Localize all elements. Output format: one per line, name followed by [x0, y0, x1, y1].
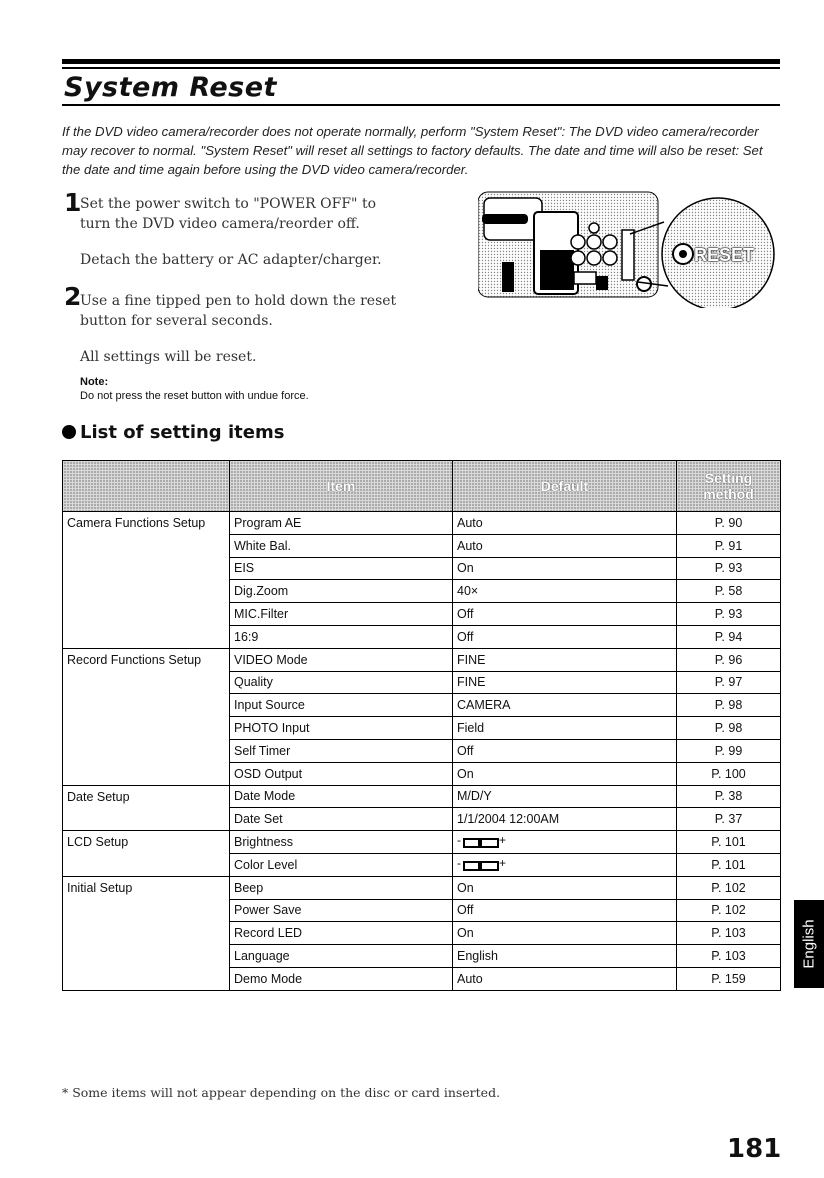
table-row: [63, 534, 781, 557]
step-2-number: 2: [64, 282, 82, 311]
category-cell: Date Setup: [63, 785, 230, 808]
item-cell: Brightness: [230, 831, 453, 854]
default-cell: 1/1/2004 12:00AM: [453, 808, 677, 831]
step-2-detail: All settings will be reset.: [80, 349, 257, 365]
item-cell: PHOTO Input: [230, 717, 453, 740]
item-cell: Power Save: [230, 899, 453, 922]
item-cell: Demo Mode: [230, 967, 453, 990]
item-cell: MIC.Filter: [230, 603, 453, 626]
default-cell: Off: [453, 899, 677, 922]
category-cell: [63, 557, 230, 580]
category-cell: [63, 739, 230, 762]
category-cell: [63, 899, 230, 922]
page-cell: P. 38: [677, 785, 781, 808]
page-cell: P. 91: [677, 534, 781, 557]
default-cell: On: [453, 557, 677, 580]
step-2-text: Use a fine tipped pen to hold down the reset button for several seconds.: [80, 293, 397, 329]
table-row: [63, 557, 781, 580]
page-cell: P. 90: [677, 512, 781, 535]
default-cell: On: [453, 922, 677, 945]
category-cell: [63, 762, 230, 785]
table-row: [63, 694, 781, 717]
table-row: [63, 785, 781, 808]
category-cell: [63, 945, 230, 968]
default-cell: FINE: [453, 648, 677, 671]
category-cell: [63, 853, 230, 876]
table-row: [63, 580, 781, 603]
table-row: [63, 831, 781, 854]
table-row: [63, 603, 781, 626]
default-cell: Field: [453, 717, 677, 740]
item-cell: Record LED: [230, 922, 453, 945]
title-underline: [62, 104, 780, 106]
page-cell: P. 98: [677, 694, 781, 717]
item-cell: VIDEO Mode: [230, 648, 453, 671]
page-cell: P. 93: [677, 557, 781, 580]
settings-table: [62, 460, 781, 991]
page-cell: P. 93: [677, 603, 781, 626]
table-row: [63, 739, 781, 762]
item-cell: Self Timer: [230, 739, 453, 762]
table-header-row: [63, 461, 781, 512]
list-heading-text: List of setting items: [80, 422, 285, 443]
table-row: [63, 512, 781, 535]
category-cell: [63, 603, 230, 626]
table-row: [63, 671, 781, 694]
item-cell: Date Mode: [230, 785, 453, 808]
default-cell: FINE: [453, 671, 677, 694]
category-cell: [63, 671, 230, 694]
footnote: * Some items will not appear depending on the disc or card inserted.: [62, 1085, 501, 1100]
table-row: [63, 876, 781, 899]
default-cell: English: [453, 945, 677, 968]
category-cell: [63, 625, 230, 648]
header-default: Default: [453, 461, 677, 512]
default-cell: [453, 853, 677, 876]
top-rule-thin: [62, 67, 780, 69]
item-cell: Program AE: [230, 512, 453, 535]
page-cell: P. 96: [677, 648, 781, 671]
header-item: Item: [230, 461, 453, 512]
default-cell: CAMERA: [453, 694, 677, 717]
default-cell: On: [453, 876, 677, 899]
step-1-detail: Detach the battery or AC adapter/charger.: [80, 252, 382, 268]
table-row: [63, 625, 781, 648]
default-cell: Auto: [453, 967, 677, 990]
side-tab-label: English: [800, 919, 818, 969]
header-blank: [63, 461, 230, 512]
page-cell: P. 102: [677, 899, 781, 922]
category-cell: Camera Functions Setup: [63, 512, 230, 535]
page-cell: P. 97: [677, 671, 781, 694]
level-bar-icon: - +: [457, 833, 507, 848]
header-setting-method: Setting method: [677, 461, 781, 512]
page-cell: P. 58: [677, 580, 781, 603]
category-cell: Record Functions Setup: [63, 648, 230, 671]
item-cell: EIS: [230, 557, 453, 580]
item-cell: Quality: [230, 671, 453, 694]
intro-paragraph: If the DVD video camera/recorder does not operate normally, perform "System Reset": The DVD video camera/recorder may recover to normal. "System Reset" will reset all settings to factory defaults. The date and time will also be reset: Set the date and time again before using the DVD video camera/recorder.: [62, 124, 763, 177]
page-cell: P. 37: [677, 808, 781, 831]
bullet-icon: [62, 425, 76, 439]
item-cell: Date Set: [230, 808, 453, 831]
page-number: 181: [727, 1134, 782, 1164]
top-rule-thick: [62, 59, 780, 64]
default-cell: [453, 831, 677, 854]
default-cell: On: [453, 762, 677, 785]
default-cell: Off: [453, 739, 677, 762]
item-cell: OSD Output: [230, 762, 453, 785]
table-row: [63, 762, 781, 785]
note-text: Do not press the reset button with undue force.: [80, 390, 309, 402]
page-cell: P. 98: [677, 717, 781, 740]
item-cell: Language: [230, 945, 453, 968]
category-cell: [63, 808, 230, 831]
page-cell: P. 103: [677, 922, 781, 945]
table-row: [63, 808, 781, 831]
language-side-tab: [794, 900, 824, 988]
default-cell: Auto: [453, 512, 677, 535]
item-cell: Dig.Zoom: [230, 580, 453, 603]
category-cell: [63, 922, 230, 945]
default-cell: Off: [453, 603, 677, 626]
item-cell: Beep: [230, 876, 453, 899]
page-cell: P. 101: [677, 853, 781, 876]
table-row: [63, 648, 781, 671]
list-heading: [62, 422, 284, 443]
category-cell: [63, 534, 230, 557]
level-bar-icon: - +: [457, 855, 507, 870]
page-cell: P. 100: [677, 762, 781, 785]
item-cell: Input Source: [230, 694, 453, 717]
category-cell: [63, 967, 230, 990]
default-cell: M/D/Y: [453, 785, 677, 808]
item-cell: Color Level: [230, 853, 453, 876]
table-row: [63, 853, 781, 876]
category-cell: Initial Setup: [63, 876, 230, 899]
step-1-text: Set the power switch to "POWER OFF" to turn the DVD video camera/reorder off.: [80, 196, 377, 232]
step-1-number: 1: [64, 188, 82, 217]
default-cell: Auto: [453, 534, 677, 557]
category-cell: LCD Setup: [63, 831, 230, 854]
category-cell: [63, 694, 230, 717]
note-label: Note:: [80, 376, 109, 388]
page-cell: P. 102: [677, 876, 781, 899]
page-cell: P. 159: [677, 967, 781, 990]
page-cell: P. 94: [677, 625, 781, 648]
page-title: System Reset: [64, 72, 277, 103]
page-cell: P. 99: [677, 739, 781, 762]
reset-label: RESET: [694, 245, 755, 265]
table-row: [63, 922, 781, 945]
page-cell: P. 103: [677, 945, 781, 968]
item-cell: White Bal.: [230, 534, 453, 557]
table-row: [63, 967, 781, 990]
category-cell: [63, 717, 230, 740]
table-row: [63, 899, 781, 922]
table-row: [63, 717, 781, 740]
category-cell: [63, 580, 230, 603]
page-cell: P. 101: [677, 831, 781, 854]
default-cell: 40×: [453, 580, 677, 603]
default-cell: Off: [453, 625, 677, 648]
table-row: [63, 945, 781, 968]
item-cell: 16:9: [230, 625, 453, 648]
